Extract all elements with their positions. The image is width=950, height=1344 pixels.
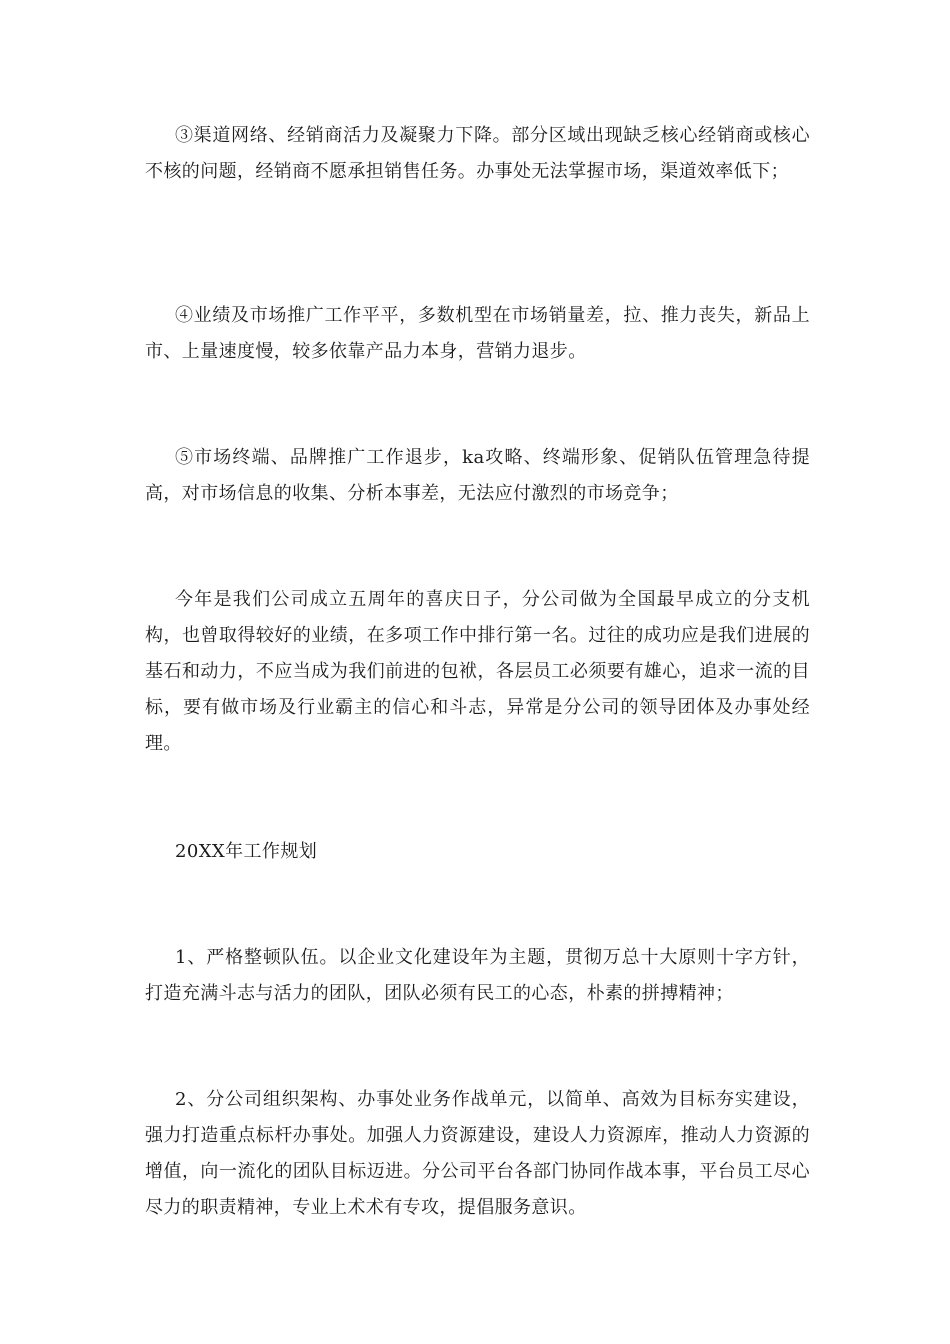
paragraph-performance-promotion: ④业绩及市场推广工作平平，多数机型在市场销量差，拉、推力丧失，新品上市、上量速度慢，较多依靠产品力本身，营销力退步。 [145,305,810,362]
plan-item-1: 1、严格整顿队伍。以企业文化建设年为主题，贯彻万总十大原则十字方针，打造充满斗志与活力的团队，团队必须有民工的心态，朴素的拼搏精神； [145,947,810,1004]
paragraph-channel-network: ③渠道网络、经销商活力及凝聚力下降。部分区域出现缺乏核心经销商或核心不核的问题，经销商不愿承担销售任务。办事处无法掌握市场，渠道效率低下； [145,125,810,182]
section-heading: 20XX年工作规划 [175,841,318,862]
paragraph-market-terminal: ⑤市场终端、品牌推广工作退步，ka攻略、终端形象、促销队伍管理急待提高，对市场信息的收集、分析本事差，无法应付激烈的市场竞争； [145,447,810,504]
plan-item-2: 2、分公司组织架构、办事处业务作战单元，以简单、高效为目标夯实建设，强力打造重点标杆办事处。加强人力资源建设，建设人力资源库，推动人力资源的增值，向一流化的团队目标迈进。分公司平台各部门协同作战本事，平台员工尽心尽力的职责精神，专业上术术有专攻，提倡服务意识。 [145,1089,810,1218]
paragraph-anniversary: 今年是我们公司成立五周年的喜庆日子，分公司做为全国最早成立的分支机构，也曾取得较好的业绩，在多项工作中排行第一名。过往的成功应是我们进展的基石和动力，不应当成为我们前进的包袱，各层员工必须要有雄心，追求一流的目标，要有做市场及行业霸主的信心和斗志，异常是分公司的领导团体及办事处经理。 [145,589,810,754]
